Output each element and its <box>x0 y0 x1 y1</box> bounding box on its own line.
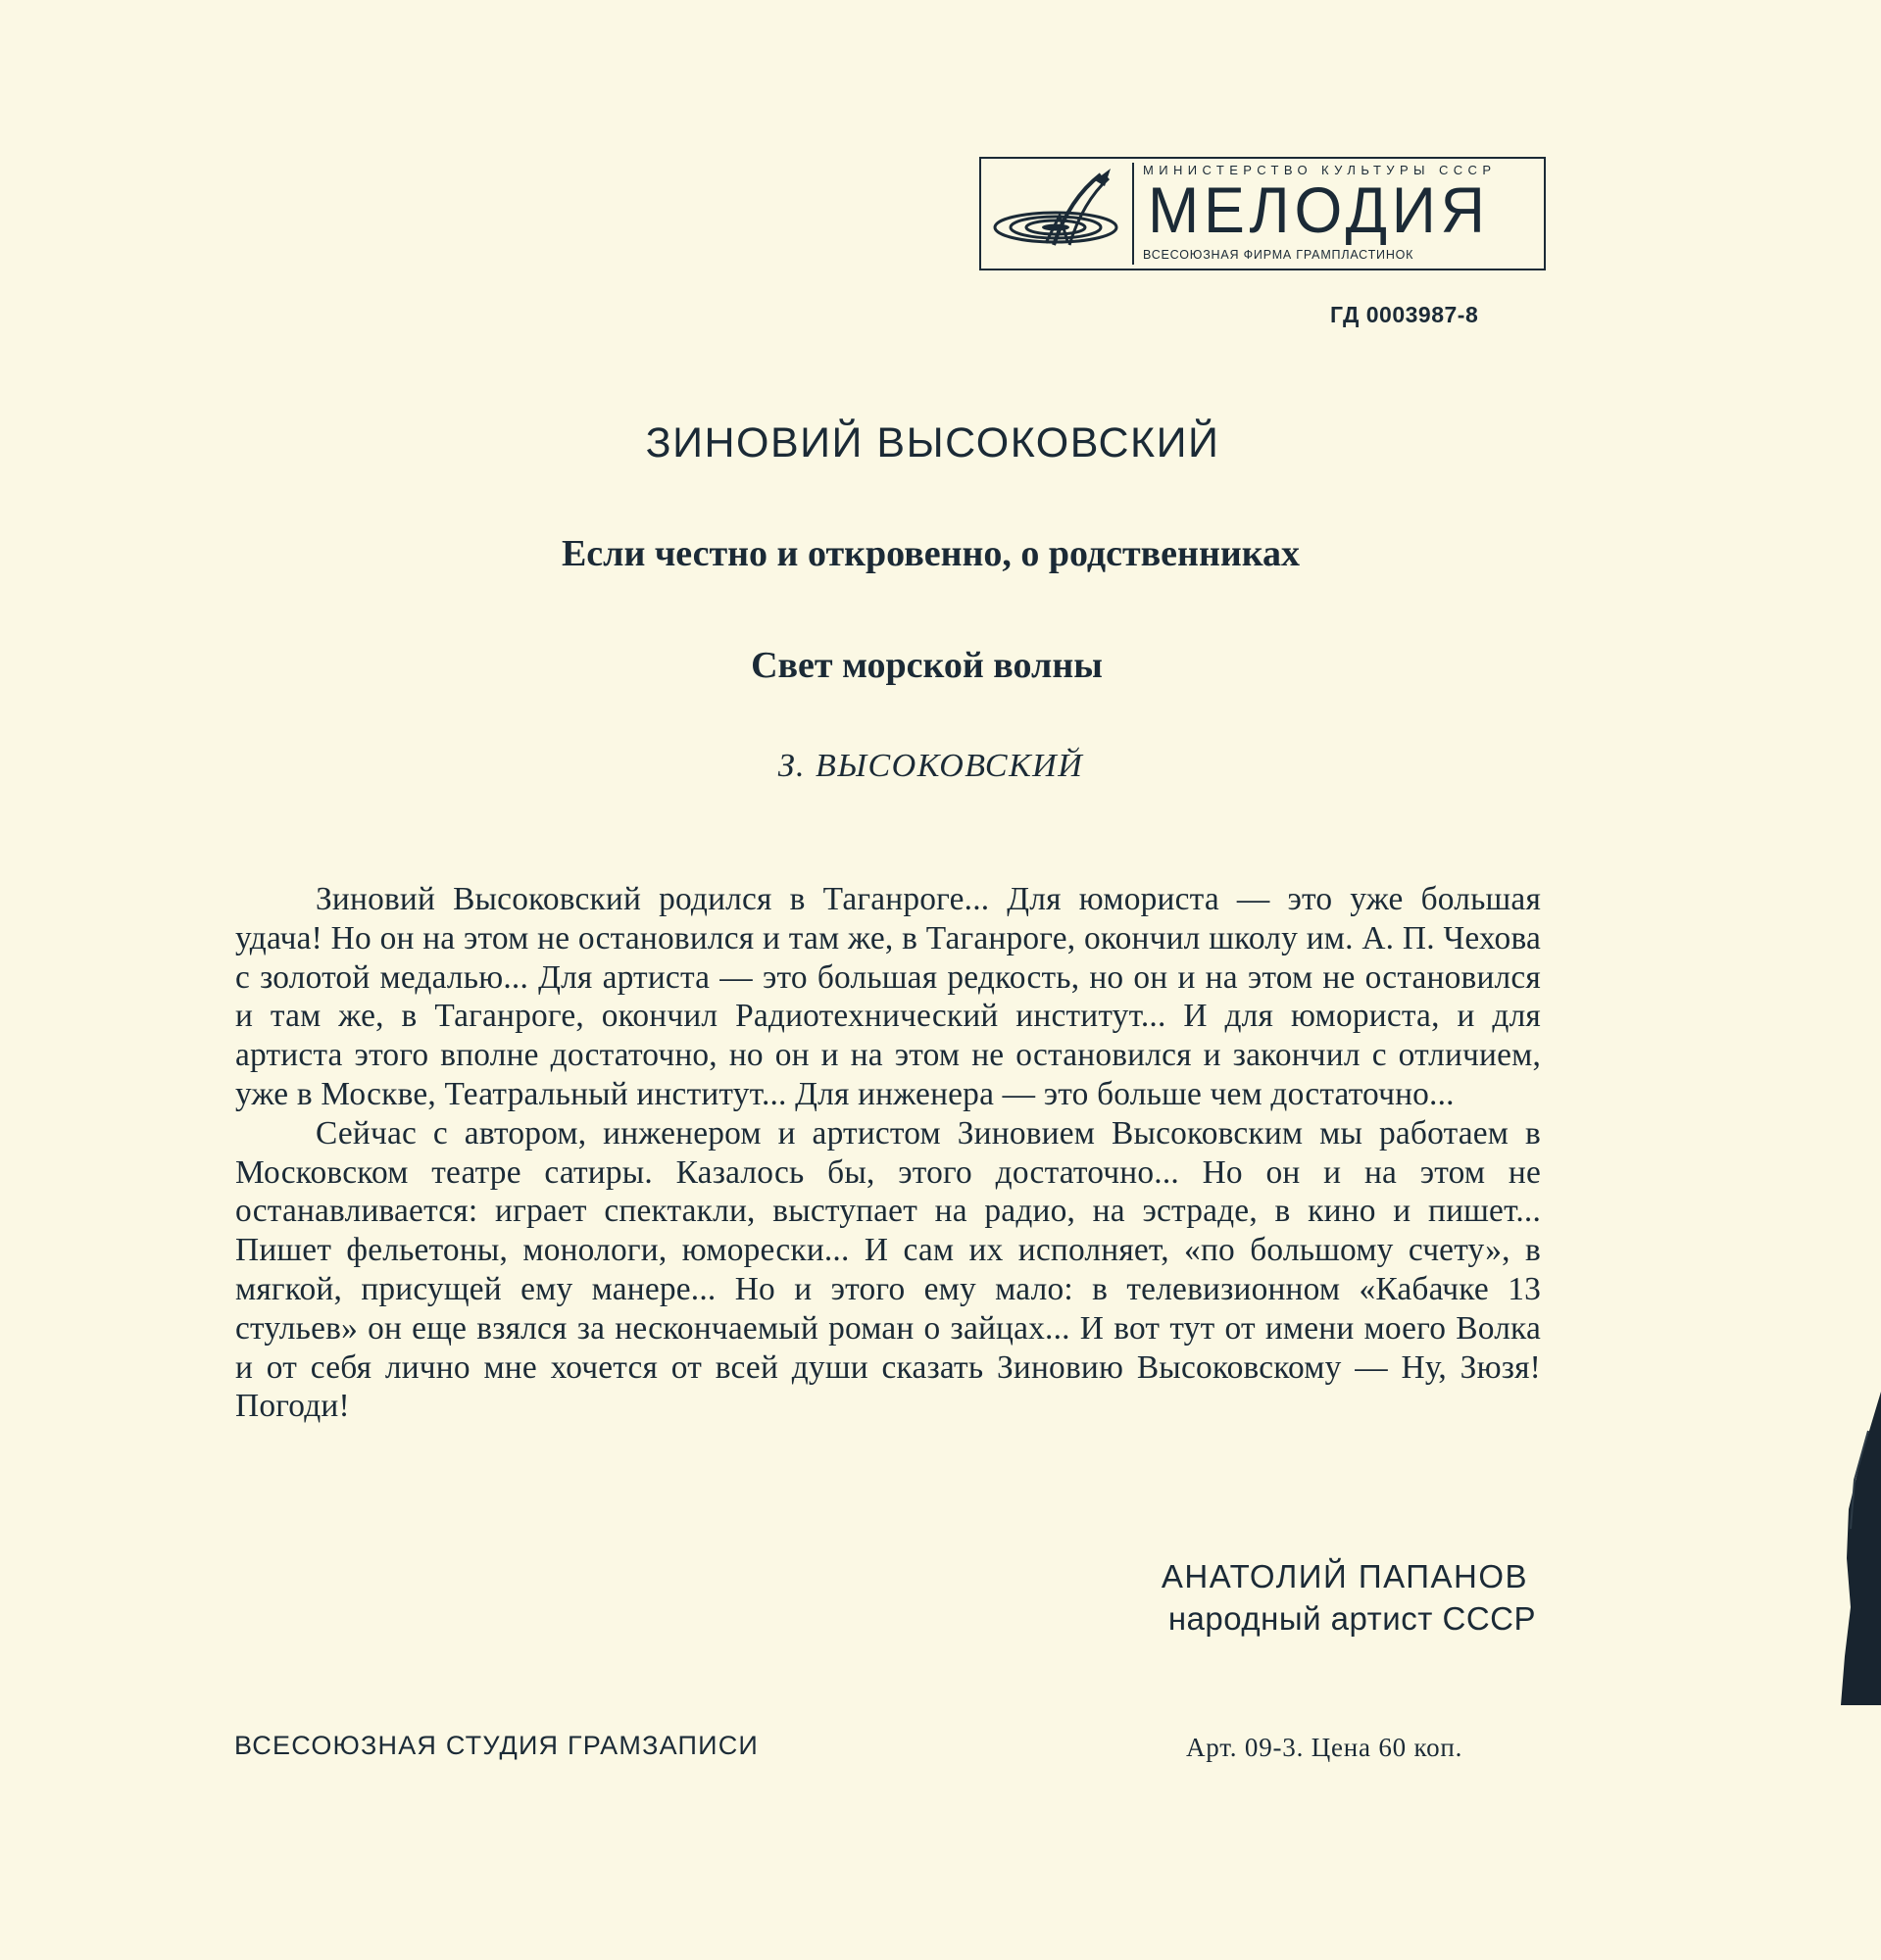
melodiya-logo <box>979 157 1546 270</box>
melodiya-emblem-icon <box>985 163 1134 265</box>
logo-firm-text: ВСЕСОЮЗНАЯ ФИРМА ГРАМПЛАСТИНОК <box>1143 248 1414 262</box>
logo-ministry-text: МИНИСТЕРСТВО КУЛЬТУРЫ СССР <box>1143 163 1497 177</box>
edge-shadow-shape <box>1821 1392 1881 1705</box>
track-title-2: Свет морской волны <box>751 645 1103 686</box>
studio-name: ВСЕСОЮЗНАЯ СТУДИЯ ГРАМЗАПИСИ <box>234 1731 759 1760</box>
logo-brand-text: МЕЛОДИЯ <box>1148 173 1490 246</box>
signature-name: АНАТОЛИЙ ПАПАНОВ <box>1161 1558 1528 1594</box>
liner-notes <box>235 880 1541 1426</box>
author-heading: ЗИНОВИЙ ВЫСОКОВСКИЙ <box>645 419 1220 466</box>
paragraph: Сейчас с автором, инженером и артистом Зиновием Высоковским мы работаем в Московском театре сатиры. Казалось бы, этого достаточно... Но он и на этом не останавливается: играет спектакли, выступает на радио, на эстраде, в кино и пишет... Пишет фельетоны, монологи, юморески... И сам их исполняет, «по большому счету», в мягкой, присущей ему манере... Но и этого ему мало: в телевизионном «Кабачке 13 стульев» он еще взялся за нескончаемый роман о зайцах... И вот тут от имени моего Волка и от себя лично мне хочется от всей души сказать Зиновию Высоковскому — Ну, Зюзя! Погоди! <box>235 1114 1541 1425</box>
author-credit: З. ВЫСОКОВСКИЙ <box>777 748 1084 784</box>
price-label: Арт. 09-3. Цена 60 коп. <box>1186 1733 1463 1762</box>
catalog-number: ГД 0003987-8 <box>1330 302 1479 327</box>
signature-title: народный артист СССР <box>1167 1600 1536 1637</box>
track-title-1: Если честно и откровенно, о родственниках <box>561 533 1301 574</box>
paragraph: Зиновий Высоковский родился в Таганроге... Для юмориста — это уже большая удача! Но он на этом не остановился и там же, в Таганроге, окончил школу им. А. П. Чехова с золотой медалью... Для артиста — это большая редкость, но он и на этом не остановился и там же, в Таганроге, окончил Радиотехнический институт... И для юмориста, и для артиста этого вполне достаточно, но он и на этом не остановился и закончил с отличием, уже в Москве, Театральный институт... Для инженера — это больше чем достаточно... <box>235 881 1541 1112</box>
